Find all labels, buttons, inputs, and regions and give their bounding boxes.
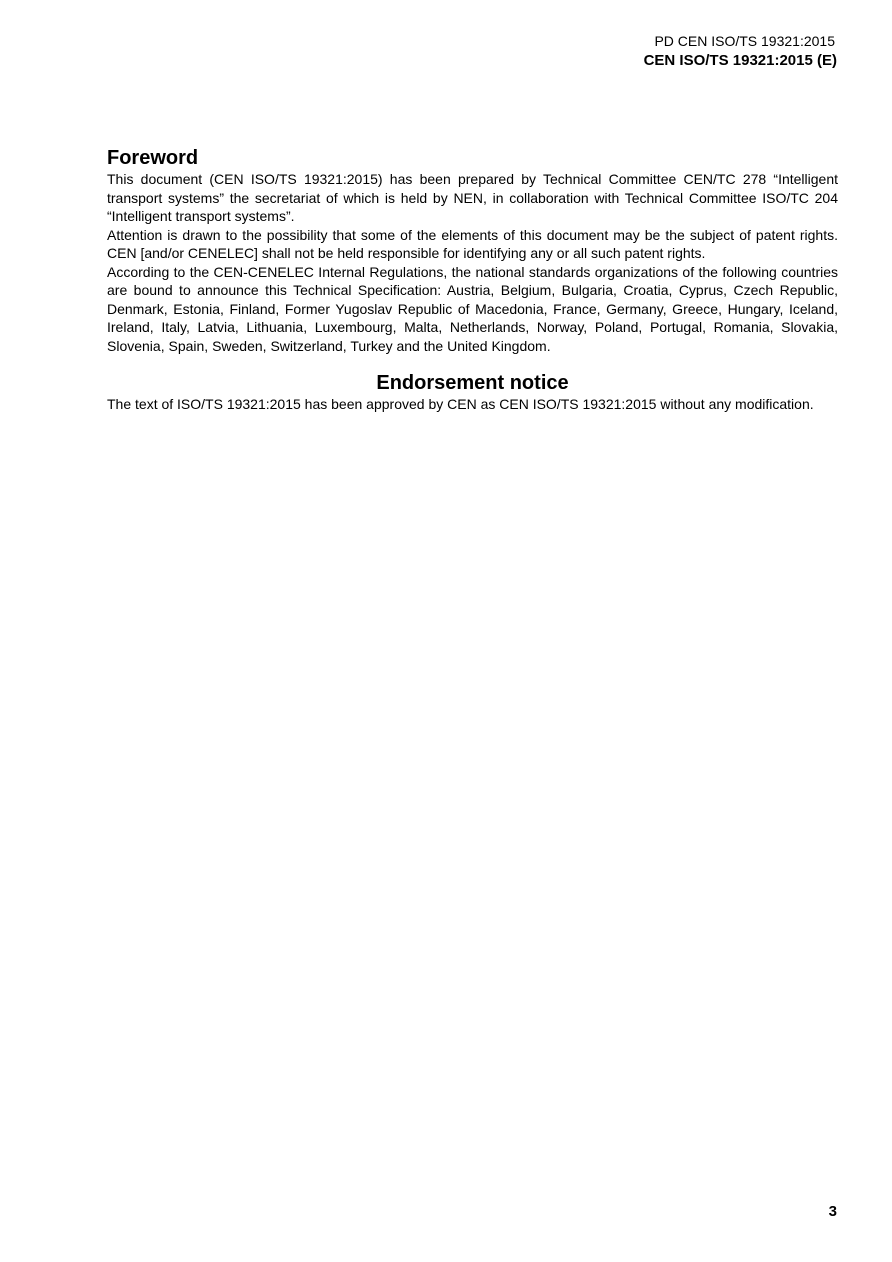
foreword-paragraph: Attention is drawn to the possibility that some of the elements of this document may be the subject of patent rights. CEN [and/or CENELEC] shall not be held responsible for identifying any or all such patent rights. bbox=[107, 226, 838, 261]
foreword-title: Foreword bbox=[107, 147, 199, 169]
endorsement-title: Endorsement notice bbox=[376, 372, 569, 394]
foreword-paragraph: According to the CEN-CENELEC Internal Regulations, the national standards organizations of the following countries are bound to announce this Technical Specification: Austria, Belgium, Bulgaria, Croatia, Cyprus, Czech Republic, Denmark, Estonia, Finland, Former Yugoslav Republic of Macedonia, France, Germany, Greece, Hungary, Iceland, Ireland, Italy, Latvia, Lithuania, Luxembourg, Malta, Netherlands, Norway, Poland, Portugal, Romania, Slovakia, Slovenia, Spain, Sweden, Switzerland, Turkey and the United Kingdom. bbox=[107, 263, 838, 354]
document-reference: PD CEN ISO/TS 19321:2015 bbox=[654, 33, 835, 49]
page-number: 3 bbox=[828, 1203, 837, 1220]
page-content bbox=[107, 146, 838, 414]
endorsement-paragraph: The text of ISO/TS 19321:2015 has been approved by CEN as CEN ISO/TS 19321:2015 without any modification. bbox=[107, 396, 814, 412]
foreword-paragraph: This document (CEN ISO/TS 19321:2015) has been prepared by Technical Committee CEN/TC 278 “Intelligent transport systems” the secretariat of which is held by NEN, in collaboration with Technical Committee ISO/TC 204 “Intelligent transport systems”. bbox=[107, 171, 838, 224]
document-identifier: CEN ISO/TS 19321:2015 (E) bbox=[643, 52, 837, 69]
